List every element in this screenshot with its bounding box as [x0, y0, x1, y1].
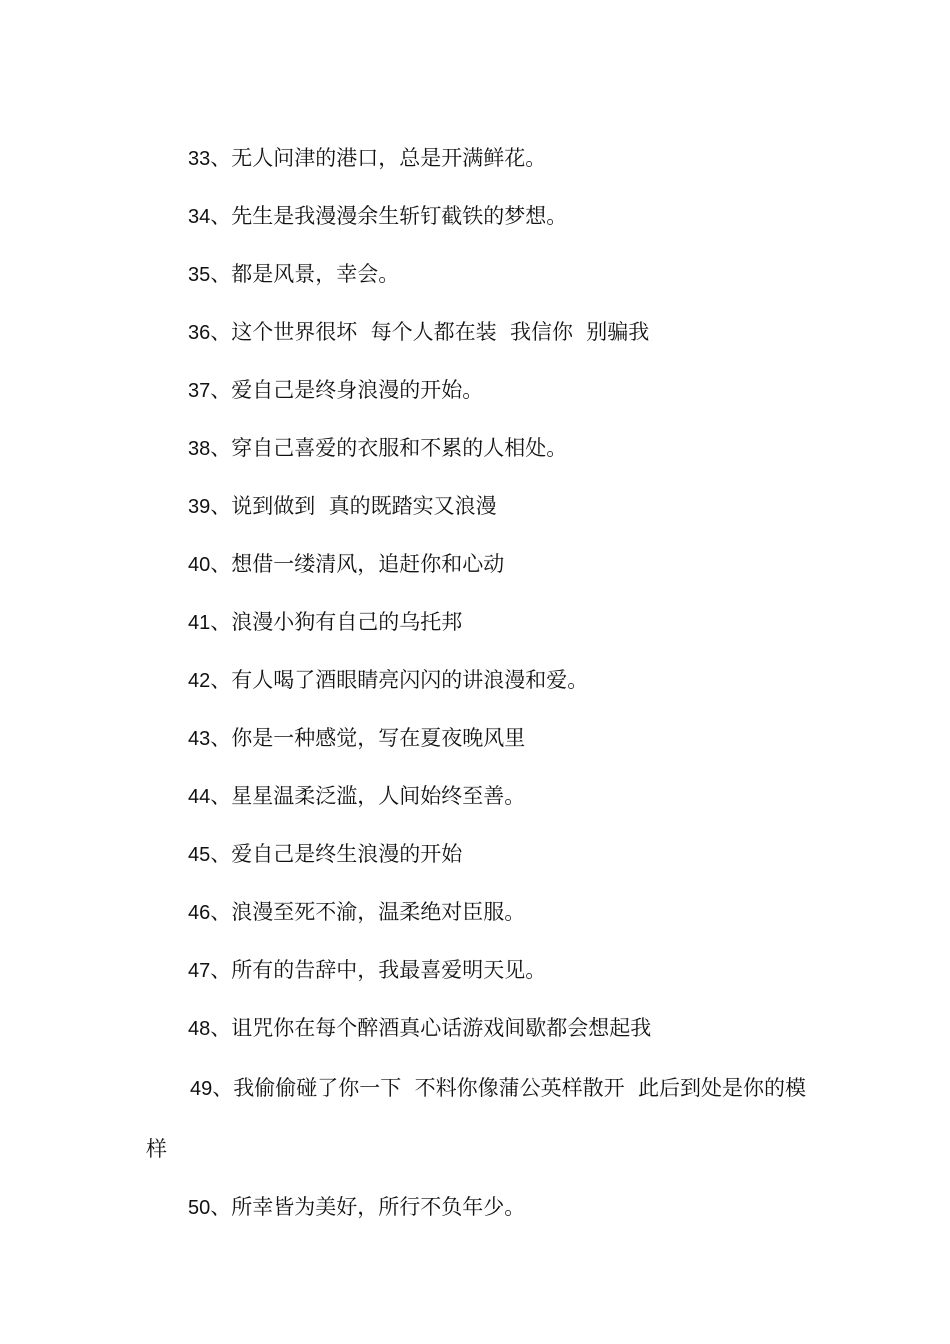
item-number: 40: [188, 554, 211, 576]
item-text: 、穿自己喜爱的衣服和不累的人相处。: [210, 436, 568, 460]
item-number: 33: [188, 148, 211, 170]
item-text: 、有人喝了酒眼睛亮闪闪的讲浪漫和爱。: [210, 668, 589, 692]
list-item: [146, 362, 808, 420]
item-text: 、星星温柔泛滥，人间始终至善。: [210, 784, 526, 808]
item-number: 35: [188, 264, 211, 286]
item-number: 41: [188, 612, 211, 634]
item-number: 44: [188, 786, 211, 808]
item-text: 、无人问津的港口，总是开满鲜花。: [210, 146, 547, 170]
list-item: [146, 1000, 808, 1058]
list-item: [146, 536, 808, 594]
list-item: [146, 420, 808, 478]
item-number: 49: [190, 1078, 213, 1100]
item-number: 50: [188, 1197, 211, 1219]
item-text: 、想借一缕清风，追赶你和心动: [210, 552, 505, 576]
item-text: 、这个世界很坏 每个人都在装 我信你 别骗我: [210, 320, 650, 344]
list-item: [146, 884, 808, 942]
list-item: [146, 710, 808, 768]
item-number: 45: [188, 844, 211, 866]
list-item: [146, 130, 808, 188]
item-number: 37: [188, 380, 211, 402]
item-text: 、所幸皆为美好，所行不负年少。: [210, 1195, 526, 1219]
item-text: 、爱自己是终身浪漫的开始。: [210, 378, 484, 402]
list-item: [146, 304, 808, 362]
list-item: [146, 768, 808, 826]
list-item: [146, 652, 808, 710]
item-number: 42: [188, 670, 211, 692]
item-number: 36: [188, 322, 211, 344]
list-item: [146, 594, 808, 652]
item-number: 38: [188, 438, 211, 460]
list-item: [146, 188, 808, 246]
item-text: 、我偷偷碰了你一下 不料你像蒲公英样散开 此后到处是你的模样: [146, 1076, 806, 1161]
item-text: 、所有的告辞中，我最喜爱明天见。: [210, 958, 547, 982]
item-number: 34: [188, 206, 211, 228]
item-number: 43: [188, 728, 211, 750]
item-text: 、浪漫小狗有自己的乌托邦: [210, 610, 463, 634]
item-text: 、都是风景，幸会。: [210, 262, 400, 286]
item-number: 46: [188, 902, 211, 924]
list-item: [146, 826, 808, 884]
item-text: 、爱自己是终生浪漫的开始: [210, 842, 463, 866]
quote-list: [146, 130, 808, 1237]
list-item: [146, 478, 808, 536]
item-number: 47: [188, 960, 211, 982]
item-text: 、诅咒你在每个醉酒真心话游戏间歇都会想起我: [210, 1016, 652, 1040]
item-text: 、先生是我漫漫余生斩钉截铁的梦想。: [210, 204, 568, 228]
item-number: 48: [188, 1018, 211, 1040]
item-text: 、说到做到 真的既踏实又浪漫: [210, 494, 497, 518]
list-item: [146, 246, 808, 304]
list-item: [146, 1179, 808, 1237]
item-text: 、你是一种感觉，写在夏夜晚风里: [210, 726, 526, 750]
item-text: 、浪漫至死不渝，温柔绝对臣服。: [210, 900, 526, 924]
list-item: [146, 1058, 808, 1179]
list-item: [146, 942, 808, 1000]
item-number: 39: [188, 496, 211, 518]
